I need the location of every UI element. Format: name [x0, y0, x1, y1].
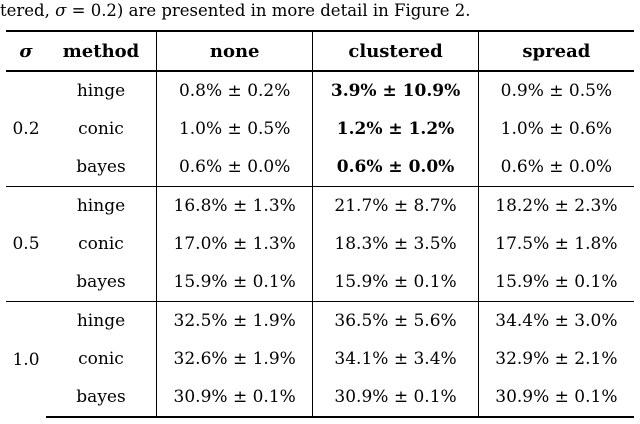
- cell-none: 32.6% ± 1.9%: [157, 340, 313, 378]
- cell-spread: 0.6% ± 0.0%: [478, 148, 634, 187]
- cell-spread: 17.5% ± 1.8%: [478, 225, 634, 263]
- cell-clustered: 21.7% ± 8.7%: [313, 187, 478, 226]
- cell-none: 1.0% ± 0.5%: [157, 110, 313, 148]
- cell-spread: 0.9% ± 0.5%: [478, 71, 634, 110]
- table-row: [6, 187, 634, 226]
- table-row: [6, 378, 634, 417]
- table-row: [6, 71, 634, 110]
- method-label: conic: [78, 349, 124, 369]
- cell-clustered: 15.9% ± 0.1%: [313, 263, 478, 302]
- cell-clustered: 0.6% ± 0.0%: [313, 148, 478, 187]
- cell-none: 30.9% ± 0.1%: [157, 378, 313, 417]
- caption-prefix: tered,: [0, 1, 56, 20]
- method-label: hinge: [46, 71, 157, 110]
- sigma-value: 1.0: [6, 302, 46, 418]
- method-label: conic: [78, 119, 124, 139]
- cell-none: 16.8% ± 1.3%: [157, 187, 313, 226]
- cell-spread: 18.2% ± 2.3%: [478, 187, 634, 226]
- caption-text: [0, 0, 640, 22]
- cell-spread: 30.9% ± 0.1%: [478, 378, 634, 417]
- column-header-clustered: clustered: [313, 31, 478, 71]
- cell-spread: 32.9% ± 2.1%: [478, 340, 634, 378]
- table-row: [6, 263, 634, 302]
- cell-clustered: 34.1% ± 3.4%: [313, 340, 478, 378]
- cell-none: 0.6% ± 0.0%: [157, 148, 313, 187]
- cell-none: 0.8% ± 0.2%: [157, 71, 313, 110]
- cell-clustered: 30.9% ± 0.1%: [313, 378, 478, 417]
- table-row: [6, 302, 634, 341]
- method-label: bayes: [76, 272, 126, 292]
- method-label: bayes: [76, 157, 126, 177]
- table-row: [6, 110, 634, 148]
- cell-clustered: 3.9% ± 10.9%: [313, 71, 478, 110]
- sigma-value: 0.5: [6, 187, 46, 302]
- method-label: bayes: [46, 378, 157, 417]
- column-header-spread: spread: [478, 31, 634, 71]
- sigma-value: 0.2: [6, 71, 46, 187]
- method-label: hinge: [46, 187, 157, 226]
- caption-mid: = 0.2) are presented in more detail in Figure 2.: [66, 1, 471, 20]
- results-table: [6, 30, 634, 418]
- cell-clustered: 36.5% ± 5.6%: [313, 302, 478, 341]
- cell-spread: 1.0% ± 0.6%: [478, 110, 634, 148]
- cell-clustered: 18.3% ± 3.5%: [313, 225, 478, 263]
- cell-none: 32.5% ± 1.9%: [157, 302, 313, 341]
- cell-none: 15.9% ± 0.1%: [157, 263, 313, 302]
- cell-spread: 15.9% ± 0.1%: [478, 263, 634, 302]
- cell-spread: 34.4% ± 3.0%: [478, 302, 634, 341]
- table-header-row: [6, 31, 634, 71]
- table-row: [6, 225, 634, 263]
- cell-none: 17.0% ± 1.3%: [157, 225, 313, 263]
- method-label: hinge: [46, 302, 157, 341]
- cell-clustered: 1.2% ± 1.2%: [313, 110, 478, 148]
- table-row: [6, 340, 634, 378]
- column-header-method: method: [46, 31, 157, 71]
- table-row: [6, 148, 634, 187]
- column-header-sigma: σ: [6, 31, 46, 71]
- column-header-none: none: [157, 31, 313, 71]
- method-label: conic: [78, 234, 124, 254]
- sigma-symbol: σ: [55, 1, 67, 20]
